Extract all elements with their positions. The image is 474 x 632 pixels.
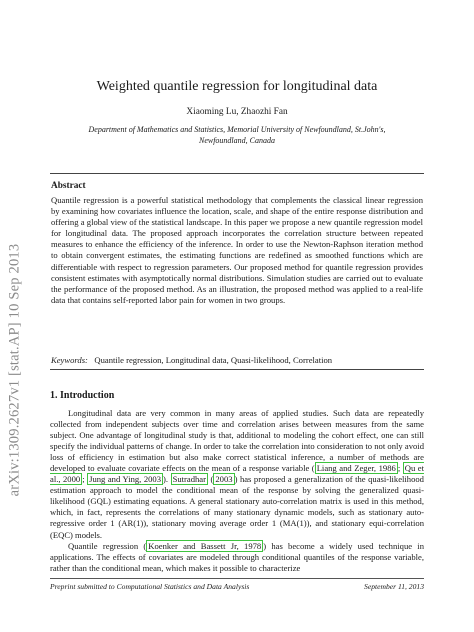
citation-link[interactable]: Jung and Ying, 2003 (89, 474, 162, 485)
keywords (51, 355, 332, 365)
text-run: ; (82, 474, 88, 485)
authors: Xiaoming Lu, Zhaozhi Fan (186, 107, 288, 117)
section-heading: 1. Introduction (50, 390, 115, 401)
citation-link[interactable]: Koenker and Bassett Jr, 1978 (148, 540, 262, 551)
abstract-top-rule (50, 173, 424, 174)
citation-link[interactable]: Sutradhar (172, 474, 206, 485)
text-run: Quantile regression ( (68, 540, 147, 551)
text-run: Longitudinal data are very common in many areas of applied studies. Such data are repeatedly collected from independent subjects over time and correlation arises between measures from the same subject. One advantage of longitudinal study is that, additional to modeling the cohort effect, one can still specify the individual patterns of change. In order to take the correlation into consideration to not only avoid loss of efficiency in estimation but also make correct statistical inference, a number of methods are developed to evaluate covariate effects on the mean of a response variable ( (50, 408, 424, 474)
arxiv-id[interactable]: arXiv:1309.2627v1 [stat.AP] 10 Sep 2013 (6, 243, 23, 497)
abstract-heading: Abstract (51, 181, 86, 191)
abstract-text: Quantile regression is a powerful statistical methodology that complements the classical linear regression by examining how covariates influence the location, scale, and shape of the entire response distribution and offering a global view of the statistical landscape. In this paper we propose a new quantile regression model for longitudinal data. The proposed approach incorporates the correlation structure between repeated measures to enhance the efficiency of the inference. In order to use the Newton-Raphson iteration method to obtain convergent estimates, the estimating functions are redefined as smoothed functions which are differentiable with respect to regression parameters. Our proposed method for quantile regression provides consistent estimates with asymptotically normal distributions. Simulation studies are carried out to evaluate the performance of the proposed method. As an illustration, the proposed method was applied to a real-life data that contains self-reported labor pain for women in two groups. (51, 195, 423, 305)
paragraph-1 (50, 408, 424, 541)
footer-preprint: Preprint submitted to Computational Statistics and Data Analysis (50, 582, 250, 591)
text-run: ) has become a widely used technique in applications. The effects of covariates are modeled through conditional quantiles of the response variable, rather than the conditional mean, which makes it possible to characterize (50, 540, 424, 573)
affiliation: Department of Mathematics and Statistics, Memorial University of Newfoundland, St.John's, Newfoundland, Canada (88, 125, 386, 145)
abstract-bottom-rule (50, 369, 424, 370)
keywords-label: Keywords: (51, 355, 88, 365)
citation-link[interactable]: Liang and Zeger, 1986 (316, 463, 396, 474)
footer-rule (50, 578, 424, 579)
paper-title: Weighted quantile regression for longitudinal data (96, 79, 378, 94)
introduction-body (50, 408, 424, 574)
text-run: ( (207, 474, 214, 485)
keywords-list: Quantile regression, Longitudinal data, Quasi-likelihood, Correlation (94, 355, 333, 365)
text-run: ; (397, 463, 403, 474)
arxiv-stamp (0, 185, 30, 555)
paragraph-2 (50, 541, 424, 574)
footer-date: September 11, 2013 (364, 582, 424, 591)
citation-link[interactable]: 2003 (215, 474, 233, 485)
abstract-box (50, 173, 424, 366)
text-run: ). (163, 474, 171, 485)
citation-link[interactable]: Qu et al., 2000 (50, 463, 424, 485)
text-run: ) has proposed a generalization of the quasi-likelihood estimation approach to model the conditional mean of the response by solving the generalized quasi-likelihood (GQL) estimating equations. A general stationary auto-correlation matrix is used in this method, which, in fact, represents the correlations of many stationary dynamic models, such as stationary auto-regressive order 1 (AR(1)), stationary moving average order 1 (MA(1)), and stationary equi-correlation (EQC) models. (50, 474, 424, 540)
